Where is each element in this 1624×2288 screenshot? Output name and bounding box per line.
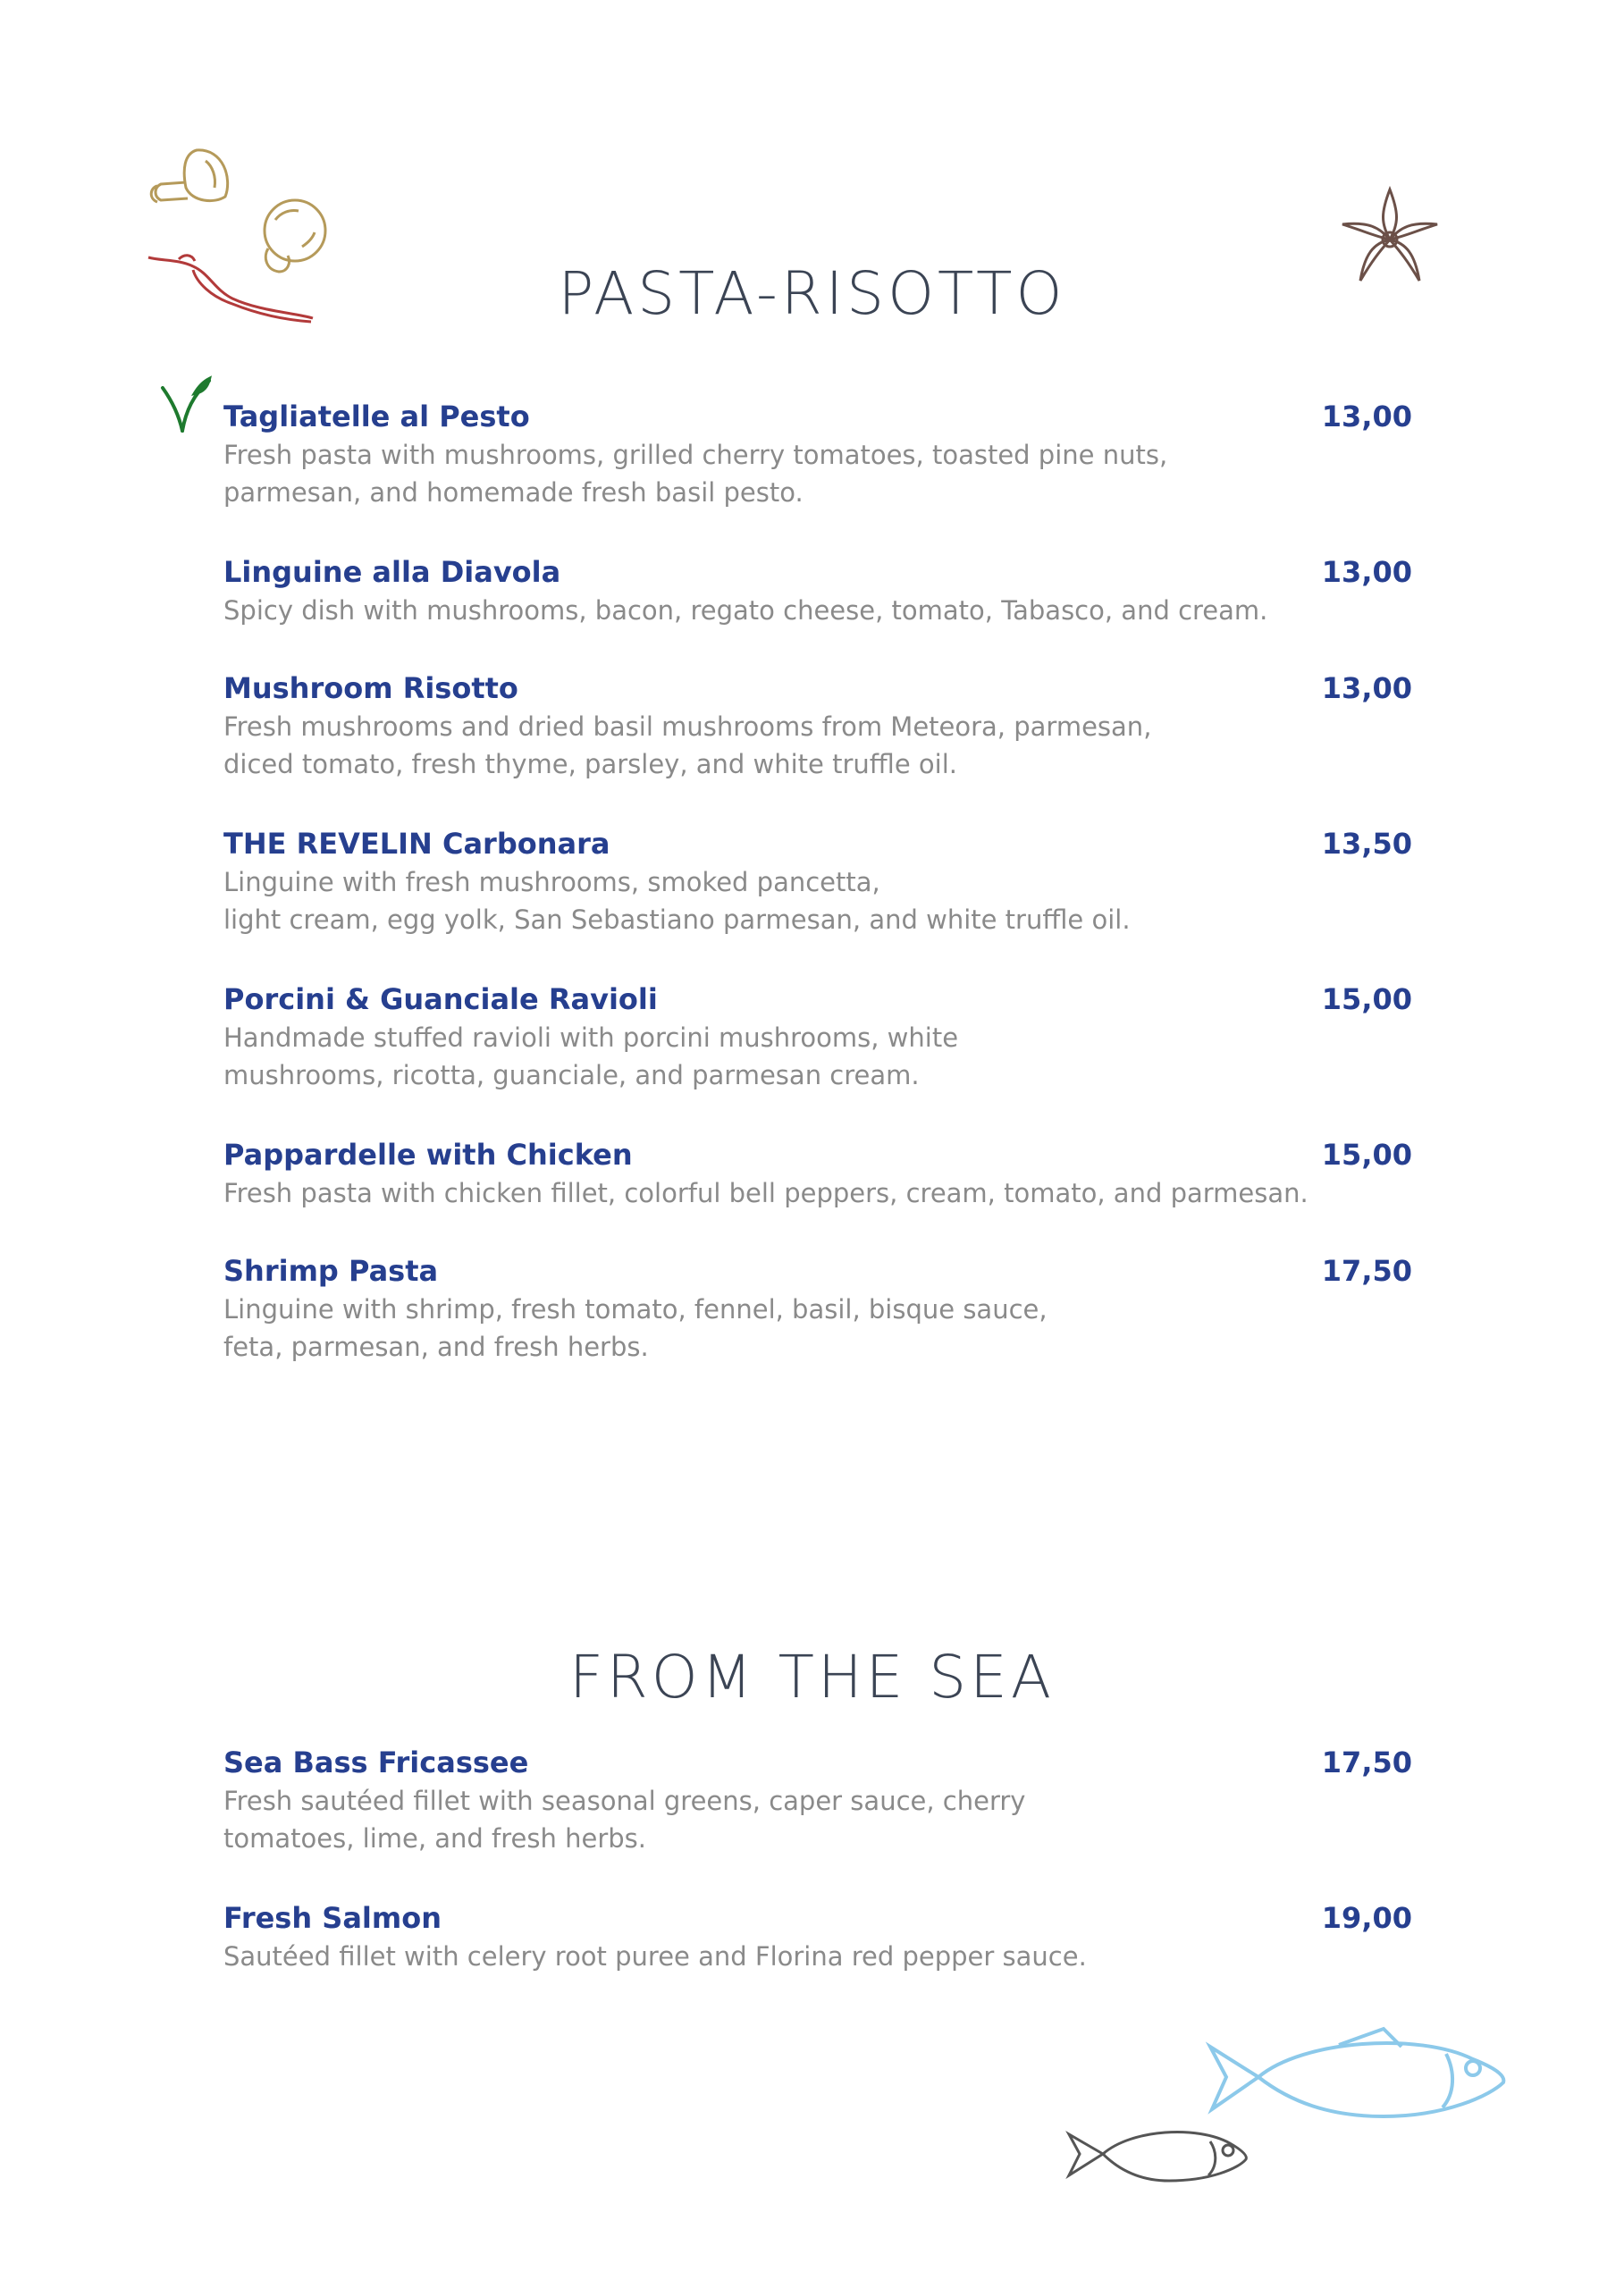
item-price: 15,00 [1321,1138,1412,1172]
description-line: Linguine with shrimp, fresh tomato, fennel, basil, bisque sauce, [223,1294,1048,1325]
blue-fish-icon [1205,2023,1514,2131]
description-line: Fresh pasta with mushrooms, grilled cherry tomatoes, toasted pine nuts, [223,440,1168,470]
item-description [223,436,1412,511]
item-description [223,592,1412,629]
item-description [223,1782,1412,1857]
description-line: Spicy dish with mushrooms, bacon, regato cheese, tomato, Tabasco, and cream. [223,595,1268,626]
menu-item [223,1253,1412,1366]
item-name: Mushroom Risotto [223,671,518,705]
item-price: 13,00 [1321,555,1412,589]
item-price: 13,00 [1321,400,1412,433]
item-description [223,1291,1412,1366]
menu-item [223,981,1412,1094]
description-line: Fresh sautéed fillet with seasonal greens, caper sauce, cherry [223,1786,1026,1816]
section-title-pasta-risotto: PASTA-RISOTTO [558,259,1066,328]
description-line: Fresh mushrooms and dried basil mushrooms from Meteora, parmesan, [223,711,1152,742]
vegan-leaf-icon [159,375,213,434]
description-line: feta, parmesan, and fresh herbs. [223,1332,649,1362]
item-name: Linguine alla Diavola [223,555,561,589]
item-price: 17,50 [1321,1254,1412,1288]
item-name: THE REVELIN Carbonara [223,827,610,861]
item-price: 19,00 [1321,1901,1412,1935]
menu-item [223,1137,1412,1212]
menu-item [223,1900,1412,1975]
description-line: mushrooms, ricotta, guanciale, and parmesan cream. [223,1060,920,1090]
description-line: Sautéed fillet with celery root puree and Florina red pepper sauce. [223,1941,1087,1972]
mushroom-icon [143,143,250,232]
item-name: Porcini & Guanciale Ravioli [223,982,658,1016]
description-line: light cream, egg yolk, San Sebastiano parmesan, and white truffle oil. [223,904,1131,935]
section-title-from-the-sea: FROM THE SEA [568,1643,1056,1712]
item-name: Tagliatelle al Pesto [223,400,530,433]
item-description [223,708,1412,783]
description-line: parmesan, and homemade fresh basil pesto. [223,477,804,508]
item-description [223,1019,1412,1094]
item-description [223,863,1412,938]
item-price: 17,50 [1321,1745,1412,1779]
menu-item [223,826,1412,938]
menu-item [223,670,1412,783]
item-name: Sea Bass Fricassee [223,1745,529,1779]
description-line: tomatoes, lime, and fresh herbs. [223,1823,646,1854]
item-name: Shrimp Pasta [223,1254,439,1288]
item-price: 13,50 [1321,827,1412,861]
menu-item [223,399,1412,511]
menu-item [223,554,1412,629]
item-description [223,1174,1412,1212]
description-line: Linguine with fresh mushrooms, smoked pancetta, [223,867,880,897]
item-price: 13,00 [1321,671,1412,705]
grey-fish-icon [1064,2120,1251,2188]
menu-item [223,1745,1412,1857]
item-price: 15,00 [1321,982,1412,1016]
item-name: Pappardelle with Chicken [223,1138,633,1172]
description-line: diced tomato, fresh thyme, parsley, and white truffle oil. [223,749,957,779]
description-line: Fresh pasta with chicken fillet, colorful bell peppers, cream, tomato, and parmesan. [223,1178,1308,1208]
item-name: Fresh Salmon [223,1901,442,1935]
description-line: Handmade stuffed ravioli with porcini mushrooms, white [223,1022,959,1053]
item-description [223,1938,1412,1975]
